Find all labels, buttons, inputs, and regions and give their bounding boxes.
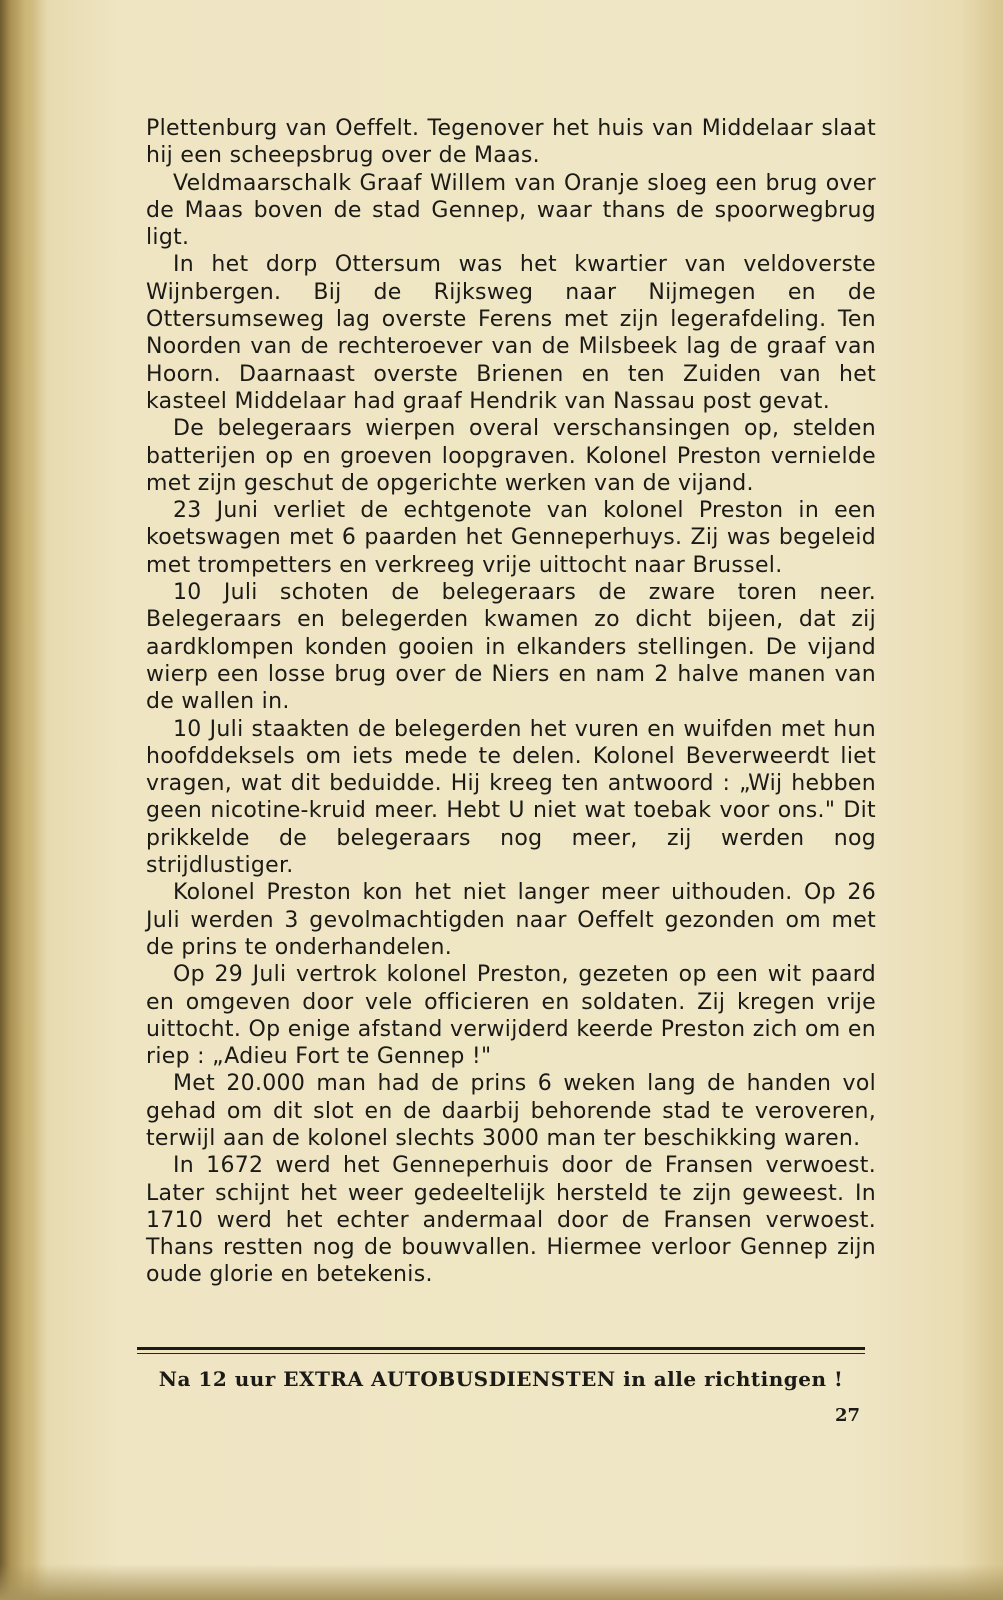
paragraph: Plettenburg van Oeffelt. Tegenover het huis van Middelaar slaat hij een scheepsbrug over de Maas. [146,116,876,169]
paragraph: In het dorp Ottersum was het kwartier van veldoverste Wijnbergen. Bij de Rijksweg naar Nijmegen en de Ottersumseweg lag overste Ferens met zijn legerafdeling. Ten Noorden van de rechteroever van de Milsbeek lag de graaf van Hoorn. Daarnaast overste Brienen en ten Zuiden van het kasteel Middelaar had graaf Hendrik van Nassau post gevat. [146,252,876,414]
footer-divider [137,1347,865,1350]
paragraph: Op 29 Juli vertrok kolonel Preston, gezeten op een wit paard en omgeven door vele officieren en soldaten. Zij kregen vrije uittocht. Op enige afstand verwijderd keerde Preston zich om en riep : „Adieu Fort te Gennep !" [146,962,876,1070]
page-bottom-edge [0,1564,1003,1600]
body-text [146,115,876,1289]
paragraph: Kolonel Preston kon het niet langer meer uithouden. Op 26 Juli werden 3 gevolmachtigden naar Oeffelt gezonden om met de prins te onderhandelen. [146,880,876,960]
paragraph: 10 Juli schoten de belegeraars de zware toren neer. Belegeraars en belegerden kwamen zo dicht bijeen, dat zij aardklompen konden gooien in elkanders stellingen. De vijand wierp een losse brug over de Niers en nam 2 halve manen van de wallen in. [146,580,876,715]
paragraph: 23 Juni verliet de echtgenote van kolonel Preston in een koetswagen met 6 paarden het Genneperhuys. Zij was begeleid met trompetters en verkreeg vrije uittocht naar Brussel. [146,498,876,578]
footer-divider-thin [137,1353,865,1354]
book-spine-shadow [0,0,48,1600]
paragraph: De belegeraars wierpen overal verschansingen op, stelden batterijen op en groeven loopgraven. Kolonel Preston vernielde met zijn geschut de opgerichte werken van de vijand. [146,416,876,496]
page-number: 27 [834,1405,860,1426]
paragraph: Veldmaarschalk Graaf Willem van Oranje sloeg een brug over de Maas boven de stad Gennep, waar thans de spoorwegbrug ligt. [146,170,876,251]
paragraph: Met 20.000 man had de prins 6 weken lang de handen vol gehad om dit slot en de daarbij behorende stad te veroveren, terwijl aan de kolonel slechts 3000 man ter beschikking waren. [146,1071,876,1151]
paragraph: In 1672 werd het Genneperhuis door de Fransen verwoest. Later schijnt het weer gedeeltelijk hersteld te zijn geweest. In 1710 werd het echter andermaal door de Fransen verwoest. Thans restten nog de bouwvallen. Hiermee verloor Gennep zijn oude glorie en betekenis. [146,1153,876,1288]
bus-service-advert: Na 12 uur EXTRA AUTOBUSDIENSTEN in alle richtingen ! [158,1367,844,1391]
paragraph: 10 Juli staakten de belegerden het vuren en wuifden met hun hoofddeksels om iets mede te delen. Kolonel Beverweerdt liet vragen, wat dit beduidde. Hij kreeg ten antwoord : „Wij hebben geen nicotine-kruid meer. Hebt U niet wat toebak voor ons." Dit prikkelde de belegeraars nog meer, zij werden nog strijdlustiger. [146,716,876,879]
